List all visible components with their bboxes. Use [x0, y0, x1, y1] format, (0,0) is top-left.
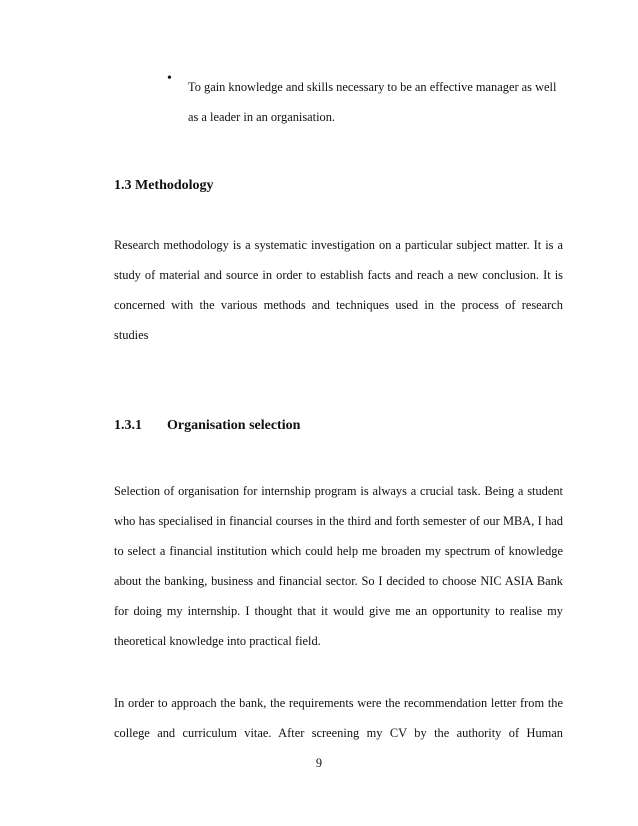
paragraph-line: concerned with the various methods and techniques used in the process of research — [114, 298, 563, 312]
subsection-title: Organisation selection — [167, 418, 301, 433]
bullet-line: as a leader in an organisation. — [188, 110, 336, 124]
section-heading-methodology: 1.3 Methodology — [114, 178, 214, 193]
paragraph-line: studies — [114, 328, 149, 342]
paragraph-line: In order to approach the bank, the requirements were the recommendation letter from the — [114, 696, 563, 710]
paragraph-line: college and curriculum vitae. After screening my CV by the authority of Human — [114, 726, 563, 740]
bullet-line: To gain knowledge and skills necessary to be an effective manager as well — [188, 80, 557, 94]
selection-paragraph — [114, 476, 563, 656]
bullet-point-icon: • — [167, 71, 172, 86]
paragraph-line: study of material and source in order to establish facts and reach a new conclusion. It is — [114, 268, 563, 282]
subsection-heading-organisation-selection — [114, 418, 300, 434]
methodology-paragraph — [114, 230, 563, 350]
paragraph-line: about the banking, business and financial sector. So I decided to choose NIC ASIA Bank — [114, 574, 563, 588]
paragraph-line: who has specialised in financial courses in the third and forth semester of our MBA, I had — [114, 514, 563, 528]
paragraph-line: theoretical knowledge into practical field. — [114, 634, 321, 648]
paragraph-line: Research methodology is a systematic investigation on a particular subject matter. It is a — [114, 238, 563, 252]
paragraph-line: Selection of organisation for internship program is always a crucial task. Being a student — [114, 484, 563, 498]
paragraph-line: for doing my internship. I thought that it would give me an opportunity to realise my — [114, 604, 563, 618]
subsection-number: 1.3.1 — [114, 418, 142, 433]
bullet-text — [188, 72, 566, 132]
paragraph-line: to select a financial institution which could help me broaden my spectrum of knowledge — [114, 544, 563, 558]
approach-paragraph — [114, 688, 563, 748]
page-number: 9 — [315, 756, 323, 770]
